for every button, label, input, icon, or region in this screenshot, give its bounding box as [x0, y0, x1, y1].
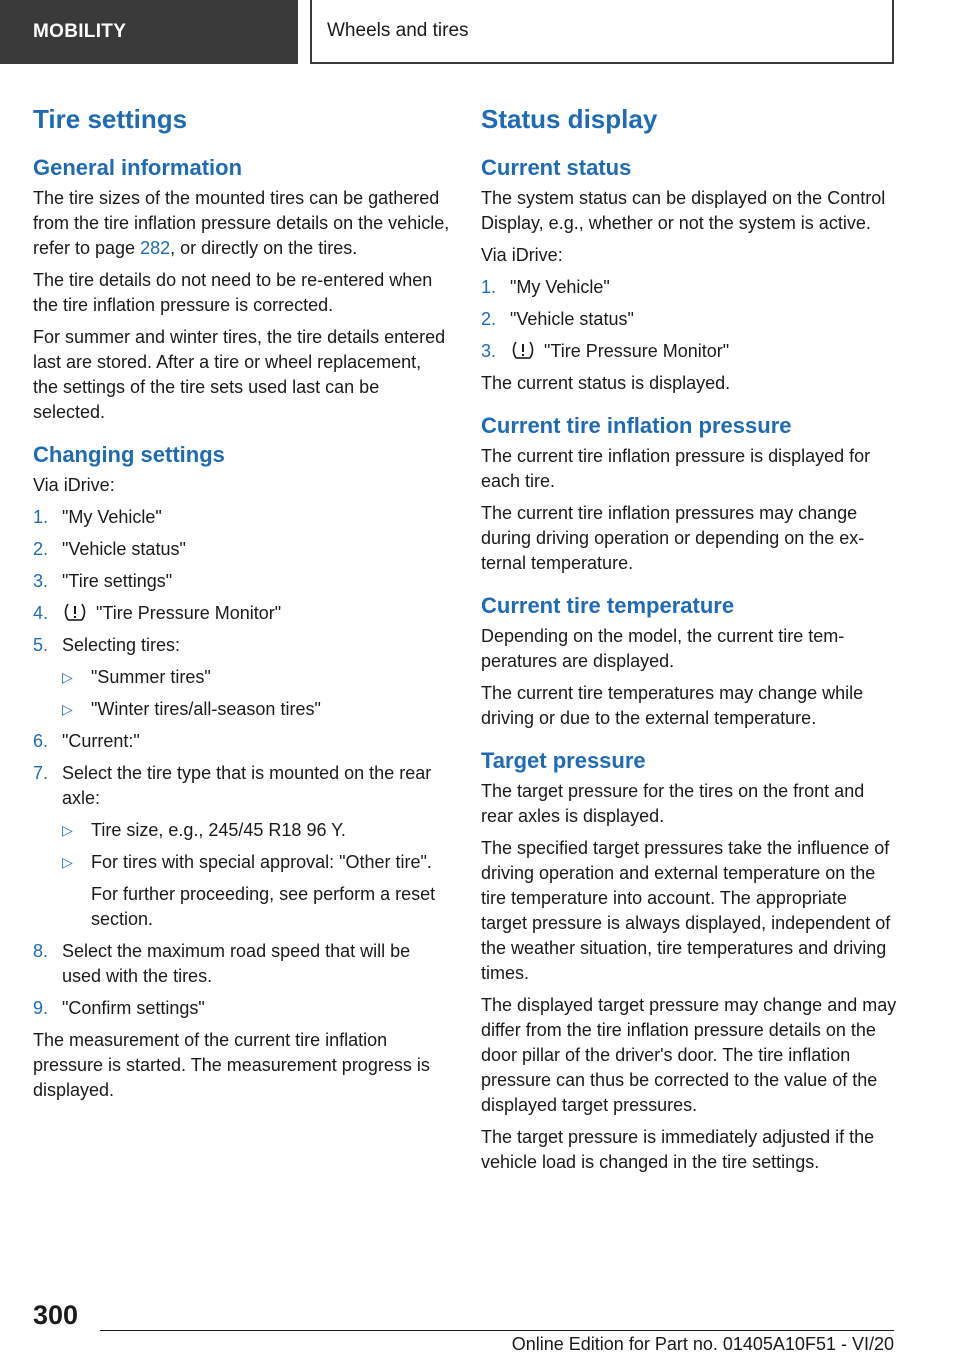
paragraph: The displayed target pressure may change and may differ from the tire inflation pressure details on the door pillar of the driver's door. The tire inflation pressure can thus be corrected to the value of the displayed target pressures.	[481, 995, 897, 1115]
list-item: 3. "Tire settings"	[33, 569, 451, 594]
paragraph: The target pressure for the tires on the front and rear axles is displayed.	[481, 781, 865, 826]
sub-list-item: ▷ "Summer tires"	[62, 665, 451, 690]
list-item: 9. "Confirm settings"	[33, 996, 451, 1021]
right-column	[481, 100, 897, 1182]
list-item: 7. Select the tire type that is mounted on the rear axle: ▷ Tire size, e.g., 245/45 R18 96 Y. ▷ For tires with special approval: "Other tire". For further proceeding, see perform a reset section.	[33, 761, 451, 932]
section-tab: MOBILITY	[0, 0, 298, 64]
sub-list-note: For further proceeding, see perform a reset section.	[91, 884, 436, 929]
page-reference-link[interactable]: 282	[140, 238, 171, 258]
sub-list-item: ▷ "Winter tires/all-season tires"	[62, 697, 451, 722]
step-number: 3.	[481, 341, 497, 361]
section-title-tire-settings: Tire settings	[33, 104, 188, 134]
list-item: 2. "Vehicle status"	[33, 537, 451, 562]
edition-note: Online Edition for Part no. 01405A10F51 - VI/20	[511, 1334, 894, 1354]
step-number: 7.	[33, 763, 49, 783]
list-item: 6. "Current:"	[33, 729, 451, 754]
heading-current-status: Current status	[481, 155, 632, 180]
paragraph: The tire sizes of the mounted tires can be gathered from the tire inflation pressure details on the vehicle, refer to page 282, or directly on the tires.	[33, 188, 450, 258]
heading-current-tire-temperature: Current tire temperature	[481, 593, 735, 618]
steps-list	[481, 275, 897, 364]
tire-pressure-icon	[62, 602, 88, 622]
paragraph: The tire details do not need to be re-entered when the tire inflation pressure is corrected.	[33, 270, 433, 315]
heading-current-tire-inflation-pressure: Current tire inflation pressure	[481, 413, 792, 438]
paragraph: The current status is displayed.	[481, 373, 731, 393]
chapter-title: Wheels and tires	[310, 0, 894, 64]
page-number: 300	[33, 1300, 79, 1330]
triangle-bullet-icon: ▷	[62, 822, 73, 838]
heading-target-pressure: Target pressure	[481, 748, 646, 773]
page-footer	[0, 1290, 960, 1362]
step-number: 3.	[33, 571, 49, 591]
step-number: 1.	[33, 507, 49, 527]
paragraph: The current tire inflation pressures may change during driving operation or depending on the external temperature.	[481, 503, 865, 573]
steps-list	[33, 505, 451, 1021]
step-number: 5.	[33, 635, 49, 655]
left-column	[33, 100, 451, 1110]
paragraph: The current tire inflation pressure is displayed for each tire.	[481, 446, 871, 491]
heading-changing-settings: Changing settings	[33, 442, 225, 467]
step-number: 2.	[33, 539, 49, 559]
triangle-bullet-icon: ▷	[62, 669, 73, 685]
list-item: 1. "My Vehicle"	[33, 505, 451, 530]
step-number: 1.	[481, 277, 497, 297]
list-item: 8. Select the maximum road speed that will be used with the tires.	[33, 941, 411, 986]
triangle-bullet-icon: ▷	[62, 701, 73, 717]
list-item: 5. Selecting tires: ▷ "Summer tires" ▷ "Winter tires/all-season tires"	[33, 633, 451, 722]
list-item: 4. "Tire Pressure Monitor"	[33, 601, 451, 626]
step-number: 4.	[33, 603, 49, 623]
paragraph: Depending on the model, the current tire temperatures are displayed.	[481, 626, 845, 671]
page-header	[0, 0, 960, 66]
paragraph: For summer and winter tires, the tire details entered last are stored. After a tire or wheel replacement, the settings of the tire sets used last can be selected.	[33, 327, 446, 422]
heading-general-information: General information	[33, 155, 243, 180]
step-number: 8.	[33, 941, 49, 961]
list-item: 2. "Vehicle status"	[481, 307, 897, 332]
step-number: 2.	[481, 309, 497, 329]
paragraph: The system status can be displayed on the Control Display, e.g., whether or not the system is active.	[481, 188, 886, 233]
via-idrive-label: Via iDrive:	[481, 245, 563, 265]
section-title-status-display: Status display	[481, 104, 658, 134]
sub-list-item: ▷ For tires with special approval: "Other tire". For further proceeding, see perform a reset section.	[62, 850, 451, 932]
via-idrive-label: Via iDrive:	[33, 475, 115, 495]
sub-list-item: ▷ Tire size, e.g., 245/45 R18 96 Y.	[62, 818, 451, 843]
sub-list	[62, 665, 451, 722]
tire-pressure-icon	[510, 340, 536, 360]
triangle-bullet-icon: ▷	[62, 854, 73, 870]
paragraph: The target pressure is immediately adjusted if the vehicle load is changed in the tire settings.	[481, 1127, 875, 1172]
paragraph: The current tire temperatures may change while driving or due to the external temperature.	[481, 683, 864, 728]
step-number: 6.	[33, 731, 49, 751]
list-item: 1. "My Vehicle"	[481, 275, 897, 300]
list-item: 3. "Tire Pressure Monitor"	[481, 339, 897, 364]
paragraph: The measurement of the current tire inflation pressure is started. The measurement progress is displayed.	[33, 1030, 430, 1100]
footer-divider	[100, 1330, 894, 1331]
step-number: 9.	[33, 998, 49, 1018]
paragraph: The specified target pressures take the influence of driving operation and external temperature on the tire temperature into account. The appropriate target pressure is always displayed, independent of the weather situation, tire temperatures and driving times.	[481, 838, 891, 983]
sub-list	[62, 818, 451, 932]
